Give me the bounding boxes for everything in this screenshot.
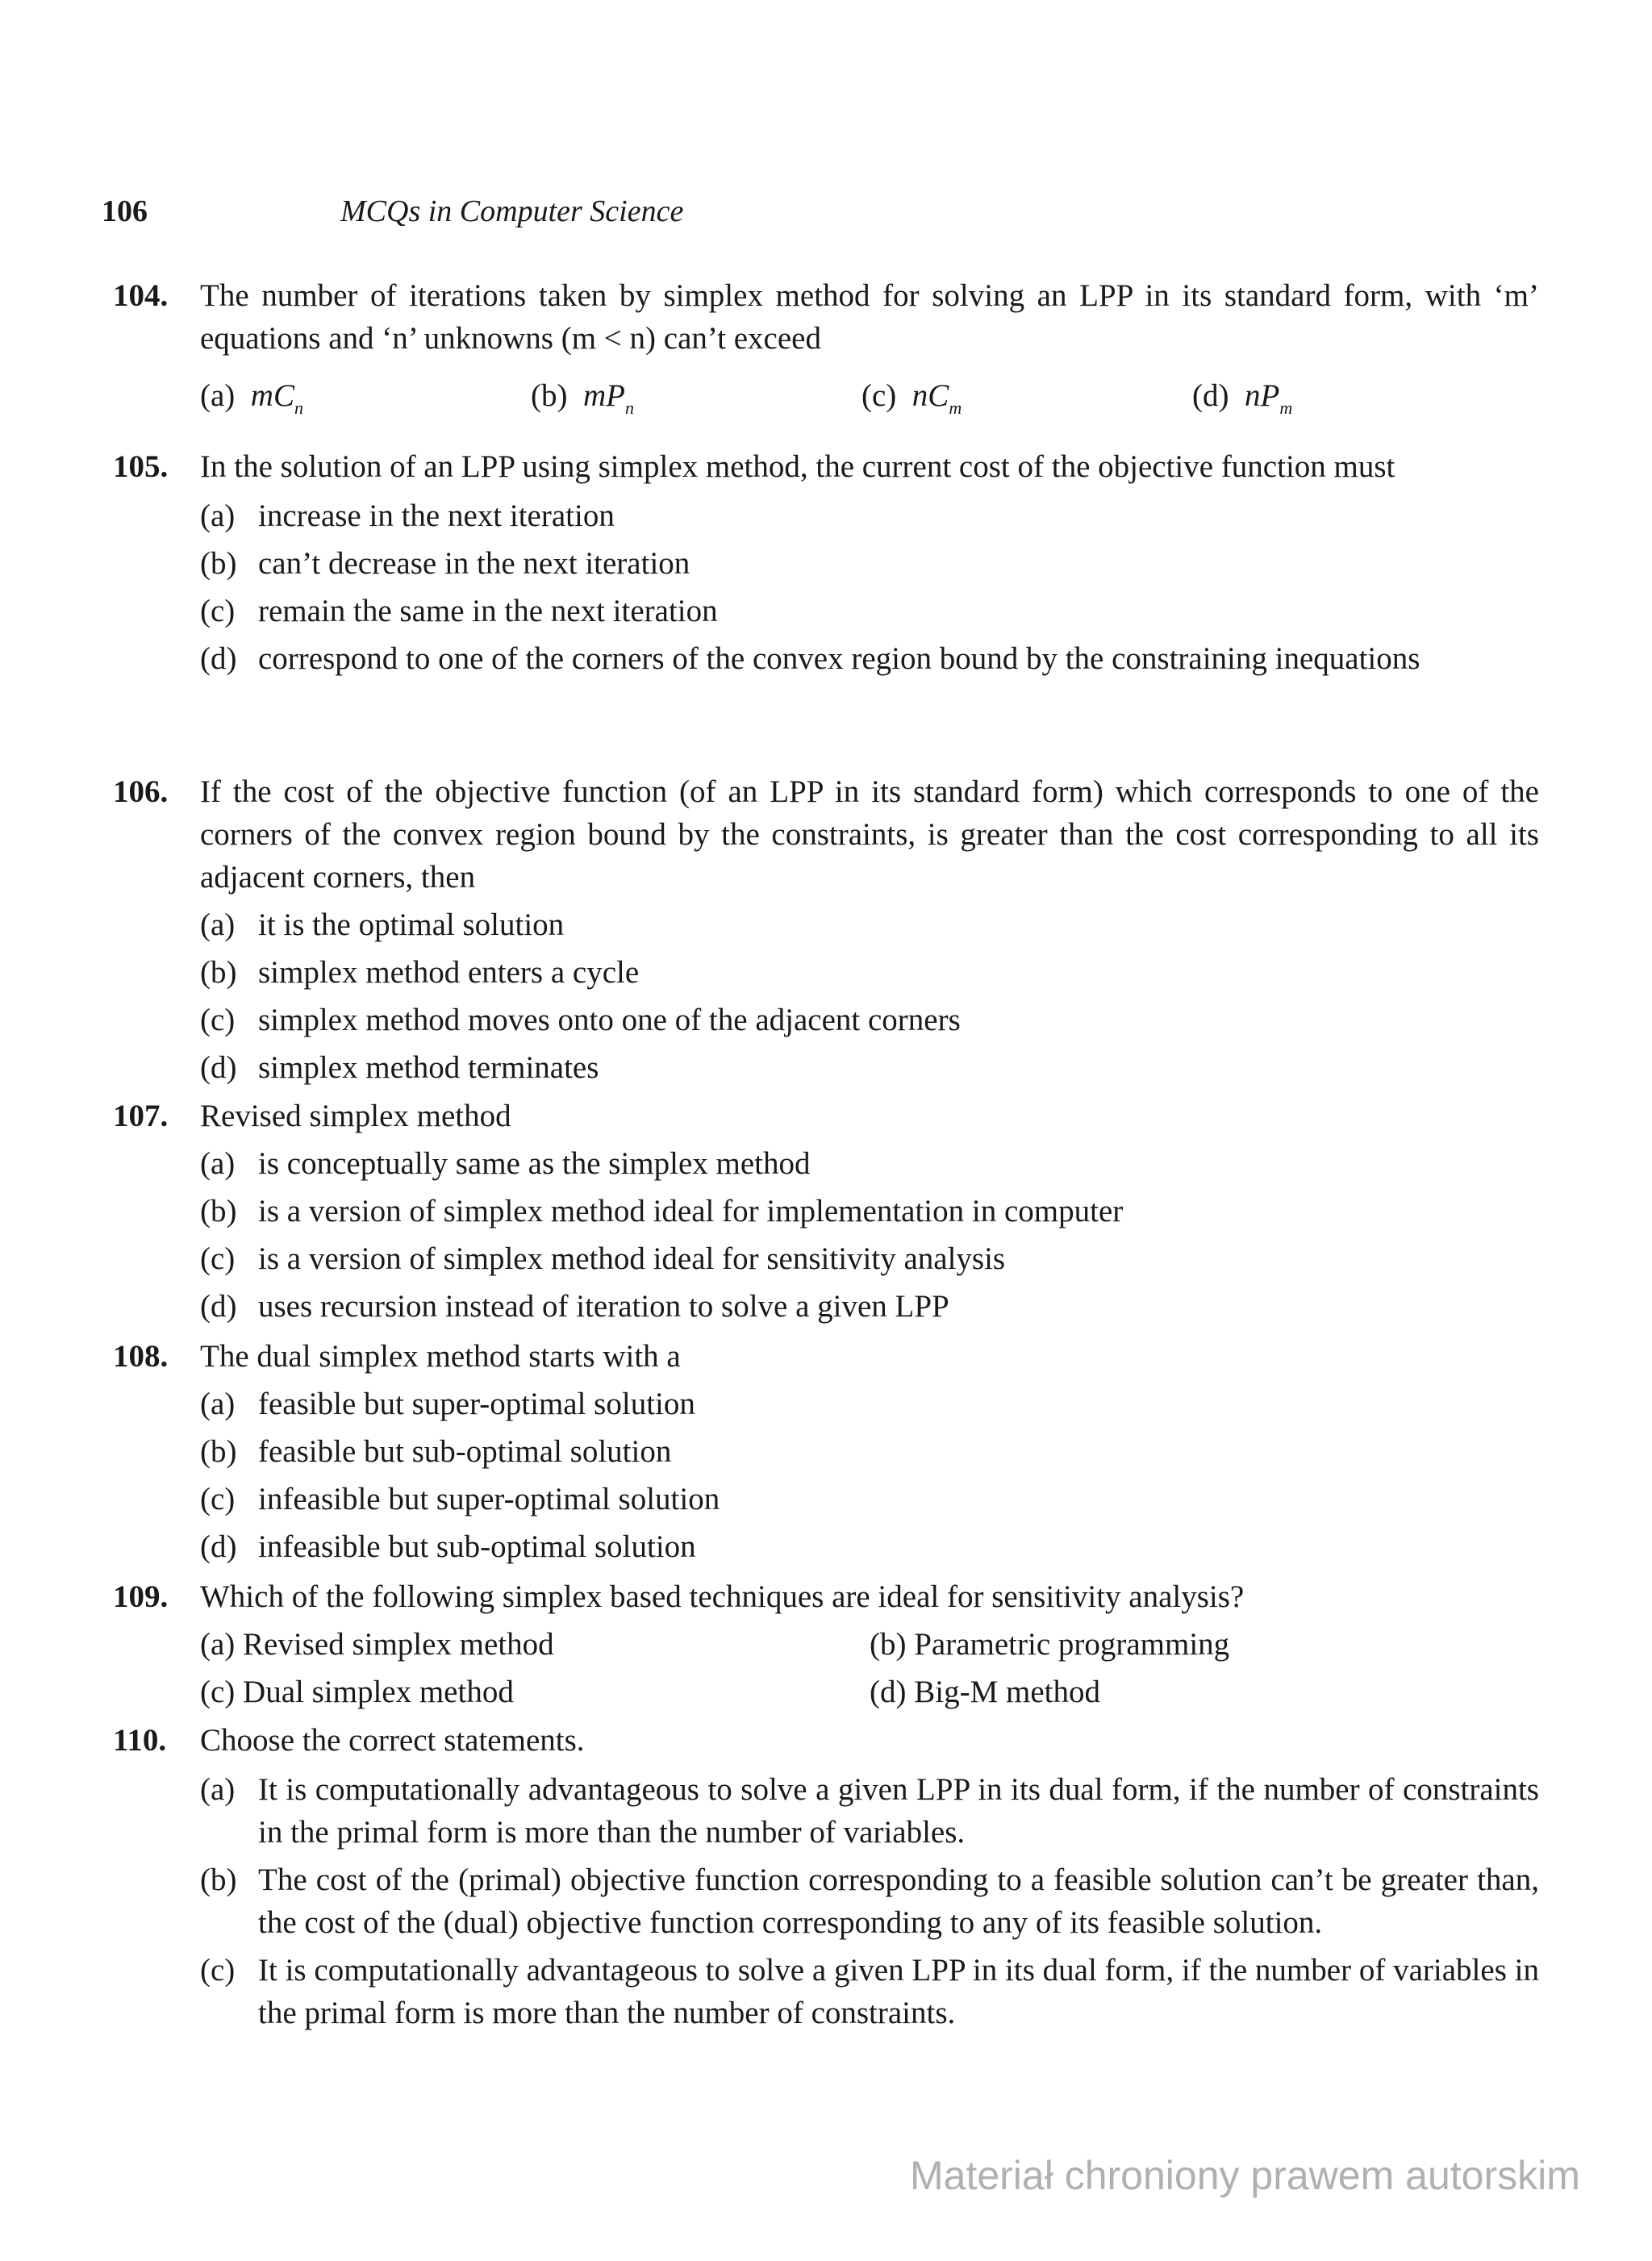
option-a: (a) it is the optimal solution (200, 907, 565, 942)
option-c: (c) Dual simplex method (200, 1675, 514, 1709)
options-row (200, 374, 1539, 429)
question-106 (113, 770, 1539, 1089)
option-a: (a) Revised simplex method (200, 1627, 554, 1662)
option-a: (a) It is computationally advantageous to solve a given LPP in its dual form, if the number of constraints in the primal form is more than the number of variables. (200, 1772, 1539, 1850)
question-108 (113, 1335, 1539, 1568)
option-c: (c) It is computationally advantageous to solve a given LPP in its dual form, if the number of variables in the primal form is more than the number of constraints. (200, 1953, 1539, 2030)
question-text: If the cost of the objective function (of an LPP in its standard form) which corresponds to one of the corners of the convex region bound by the constraints, is greater than the cost corresponding to all its adjacent corners, then (200, 774, 1539, 895)
question-number: 107. (113, 1099, 169, 1133)
question-107 (113, 1095, 1539, 1328)
options-row (200, 1671, 1539, 1713)
option-d: (d) infeasible but sub-optimal solution (200, 1529, 696, 1564)
question-110 (113, 1719, 1539, 2034)
option-b: (b) can’t decrease in the next iteration (200, 546, 690, 581)
option-a: (a) feasible but super-optimal solution (200, 1387, 695, 1421)
option-d: (d) Big-M method (870, 1675, 1100, 1709)
question-104 (113, 274, 1539, 429)
option-b: (b) $mP_n$ (531, 378, 634, 418)
copyright-watermark: Materiał chroniony prawem autorskim (910, 2153, 1580, 2198)
question-text: Revised simplex method (200, 1099, 511, 1133)
option-a: (a) is conceptually same as the simplex method (200, 1146, 811, 1181)
option-a: (a) increase in the next iteration (200, 499, 615, 533)
question-number: 108. (113, 1339, 169, 1374)
question-number: 104. (113, 278, 169, 313)
question-105 (113, 445, 1539, 680)
question-number: 109. (113, 1579, 169, 1614)
option-c: (c) $nC_m$ (861, 378, 962, 418)
option-d: (d) uses recursion instead of iteration to solve a given LPP (200, 1289, 949, 1324)
question-number: 110. (113, 1723, 167, 1758)
running-title: MCQs in Computer Science (340, 194, 684, 228)
question-text: Choose the correct statements. (200, 1723, 585, 1758)
option-a: (a) $mC_n$ (200, 378, 303, 418)
option-b: (b) The cost of the (primal) objective function corresponding to a feasible solution can’t be greater than, the cost of the (dual) objective function corresponding to any of its feasible solution. (200, 1863, 1539, 1940)
question-number: 105. (113, 449, 169, 484)
question-text: Which of the following simplex based techniques are ideal for sensitivity analysis? (200, 1579, 1245, 1614)
question-text: In the solution of an LPP using simplex method, the current cost of the objective function must (200, 449, 1395, 484)
option-c: (c) is a version of simplex method ideal for sensitivity analysis (200, 1241, 1006, 1276)
question-text: The dual simplex method starts with a (200, 1339, 681, 1374)
option-b: (b) feasible but sub-optimal solution (200, 1434, 672, 1469)
question-109 (113, 1575, 1539, 1713)
page-number: 106 (102, 194, 148, 228)
option-b: (b) Parametric programming (870, 1627, 1230, 1662)
option-c: (c) simplex method moves onto one of the adjacent corners (200, 1003, 961, 1037)
option-b: (b) simplex method enters a cycle (200, 955, 640, 990)
option-d: (d) correspond to one of the corners of the convex region bound by the constraining inequations (200, 641, 1420, 676)
option-c: (c) infeasible but super-optimal solution (200, 1482, 720, 1516)
option-d: (d) simplex method terminates (200, 1050, 599, 1085)
option-d: (d) $nP_m$ (1192, 378, 1293, 418)
options-row (200, 1623, 1539, 1666)
question-text: The number of iterations taken by simplex method for solving an LPP in its standard form, with ‘m’ equations and ‘n’ unknowns (m < n) can’t exceed (200, 278, 1539, 356)
option-c: (c) remain the same in the next iteration (200, 594, 718, 628)
question-number: 106. (113, 774, 169, 809)
option-b: (b) is a version of simplex method ideal for implementation in computer (200, 1194, 1124, 1229)
